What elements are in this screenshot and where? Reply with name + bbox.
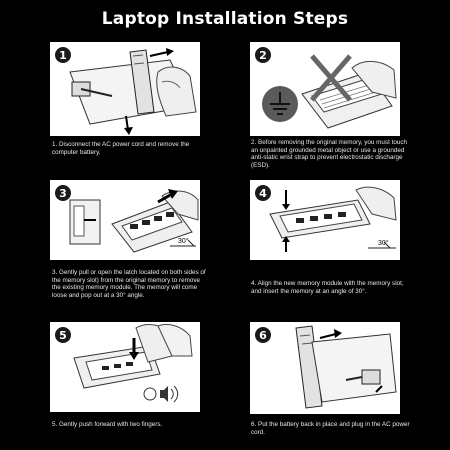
- step-1-illustration: [50, 42, 200, 136]
- step-1-caption: 1. Disconnect the AC power cord and remove the computer battery.: [52, 141, 190, 156]
- click-sound-icon: [144, 386, 178, 402]
- ground-symbol-icon: [262, 86, 298, 122]
- step-6-illustration: [250, 322, 400, 414]
- step-6-caption: 6. Put the battery back in place and plug in the AC power cord.: [251, 421, 410, 436]
- step-3-caption: 3. Gently pull or open the latch located on both sides of the memory slot) from the original memory to remove the existing memory module. The memory will come loose and pop out at a 30° angle.: [52, 269, 206, 299]
- svg-text:3: 3: [59, 187, 67, 200]
- step-number-badge: [254, 46, 272, 64]
- svg-text:30°: 30°: [378, 240, 389, 247]
- step-number-badge: [54, 46, 72, 64]
- svg-text:6: 6: [259, 329, 267, 342]
- step-4-caption: 4. Align the new memory module with the memory slot, and insert the memory at an angle of 30°.: [251, 280, 404, 295]
- step-3-illustration: [50, 180, 200, 260]
- page-title: Laptop Installation Steps: [101, 9, 349, 29]
- step-number-badge: [254, 326, 272, 344]
- step-number-badge: [54, 326, 72, 344]
- svg-text:5: 5: [59, 329, 67, 342]
- step-5-caption: 5. Gently push forward with two fingers.: [52, 421, 163, 428]
- step-4-illustration: [250, 180, 400, 260]
- step-5-illustration: [50, 322, 200, 412]
- step-number-badge: [54, 184, 72, 202]
- svg-text:2: 2: [259, 49, 267, 62]
- step-2-caption: 2. Before removing the original memory, you must touch an unpainted grounded metal object or use a grounded anti-static wrist strap to prevent electrostatic discharge (ESD).: [251, 139, 407, 169]
- step-number-badge: [254, 184, 272, 202]
- svg-text:4: 4: [259, 187, 267, 200]
- svg-text:30°: 30°: [178, 238, 189, 245]
- svg-text:1: 1: [59, 49, 67, 62]
- step-2-illustration: [250, 42, 400, 136]
